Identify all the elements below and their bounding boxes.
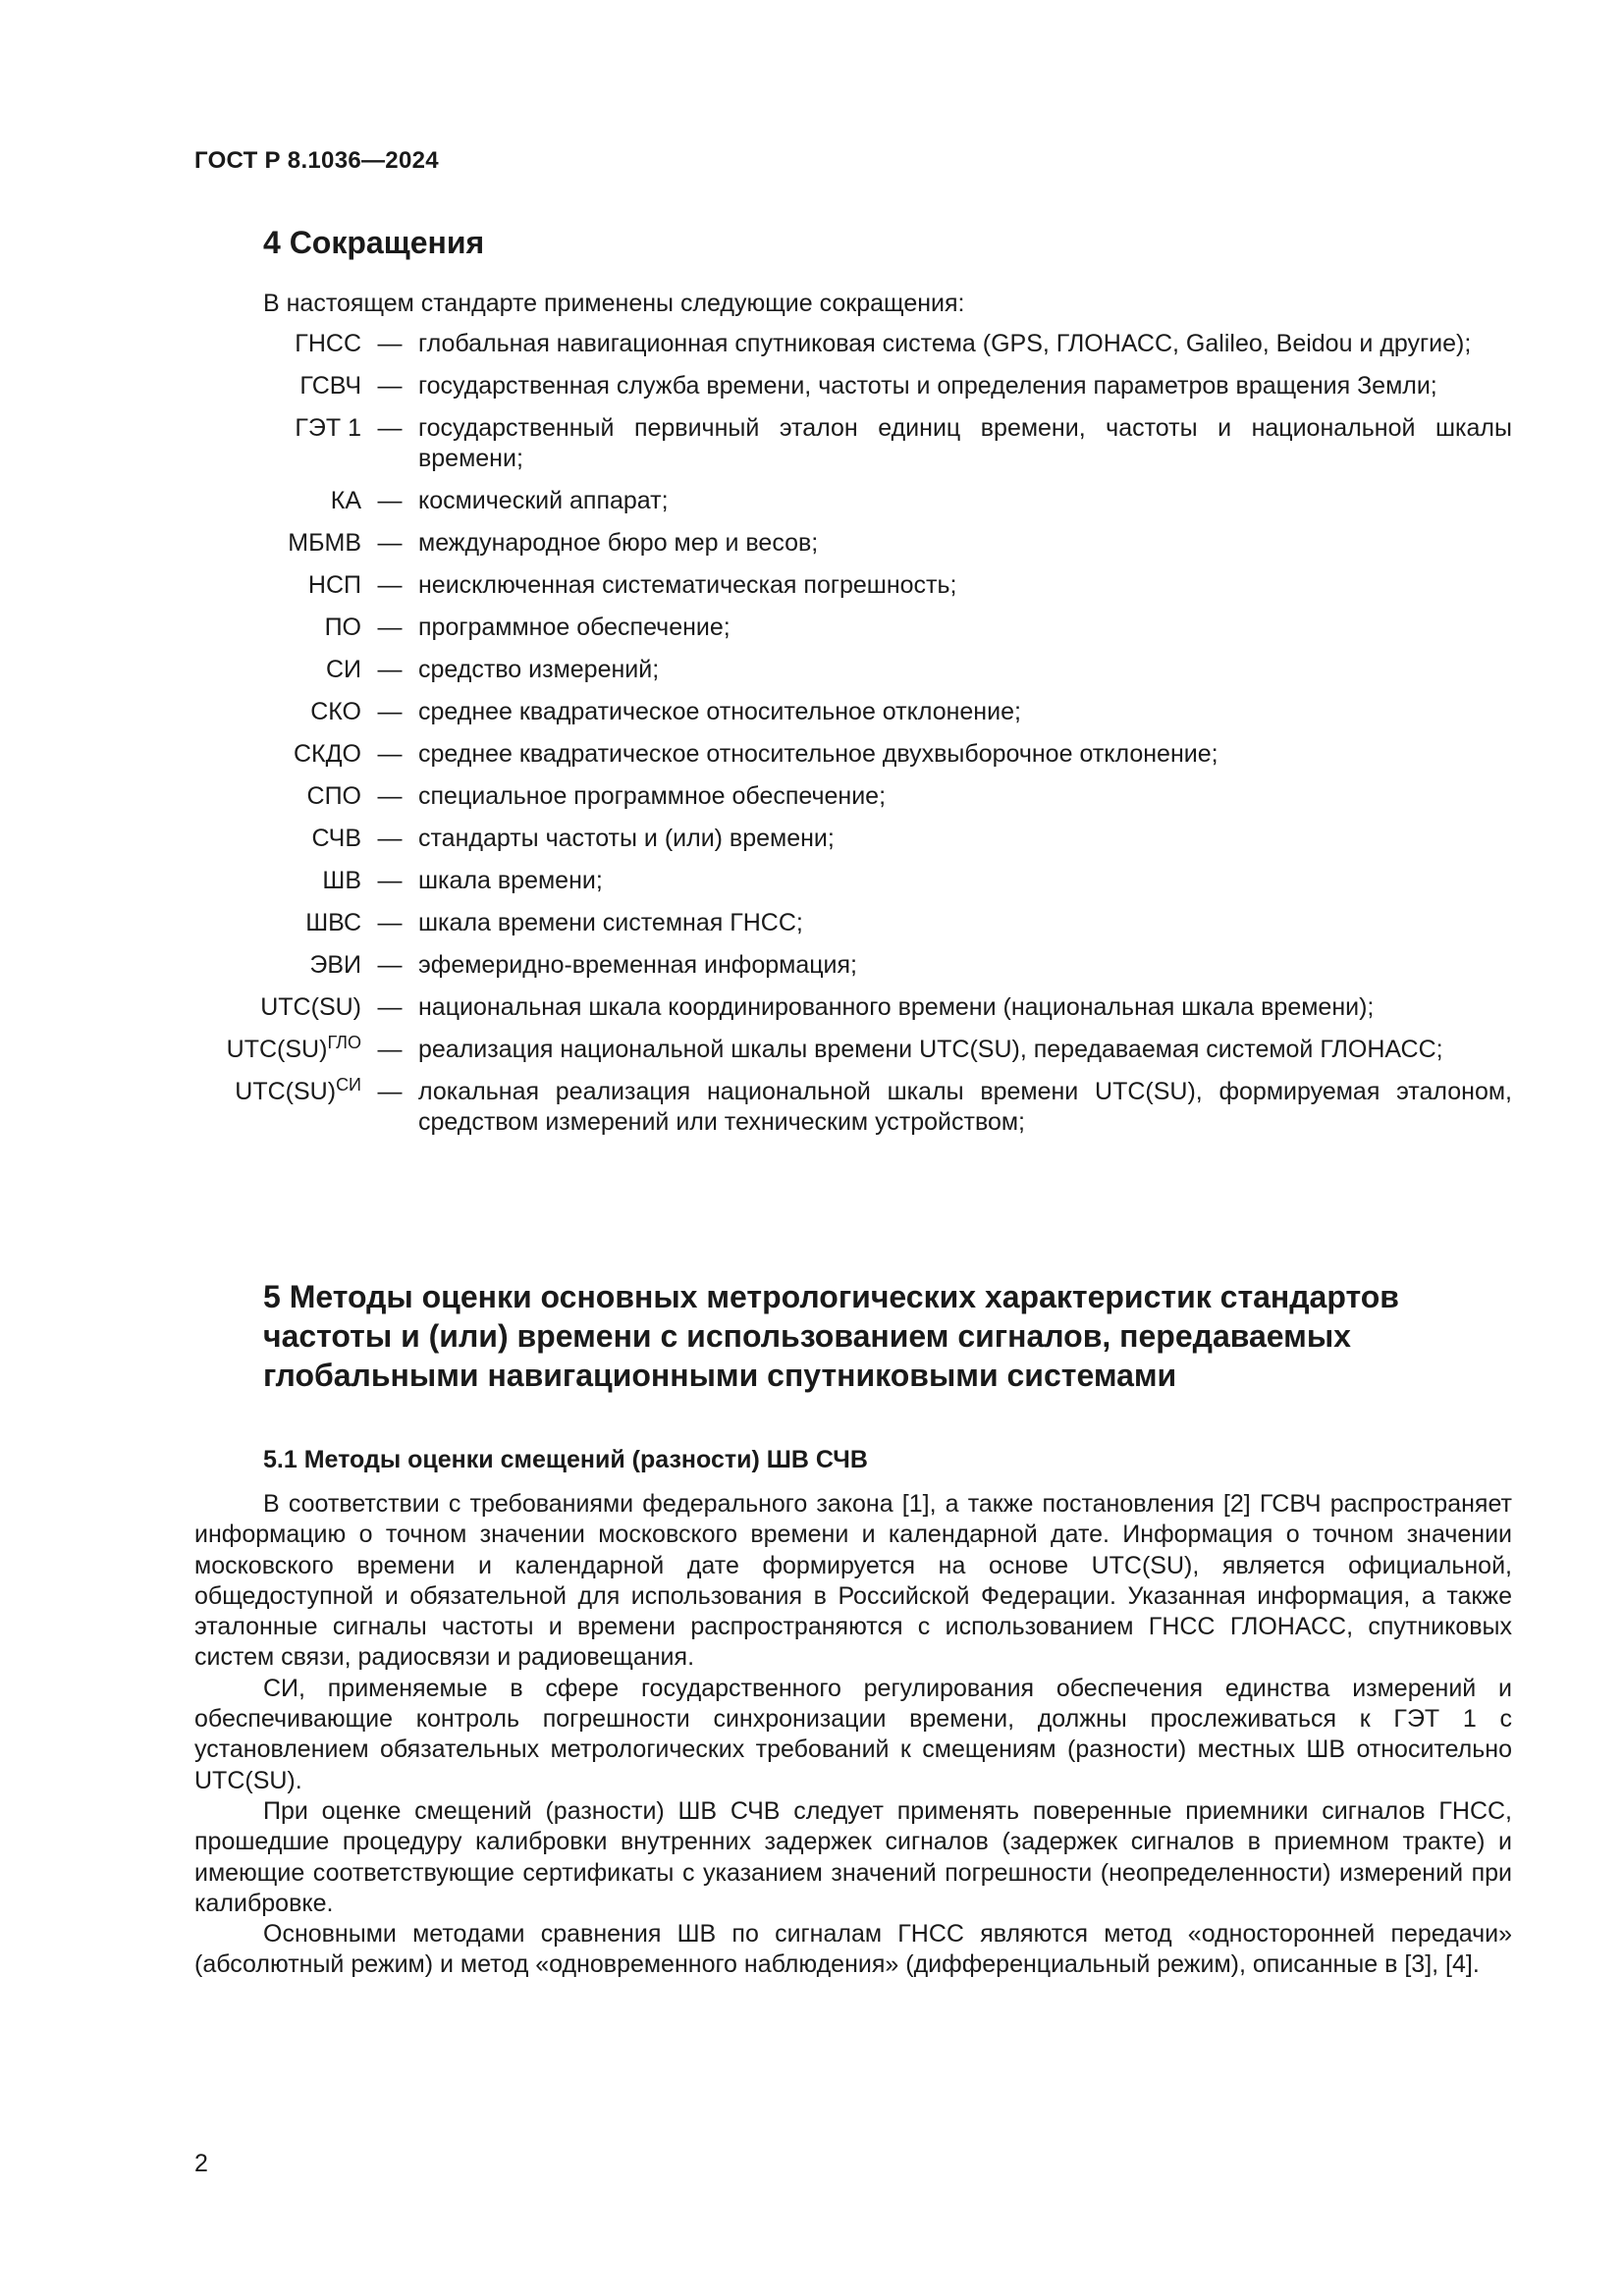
abbreviation-term-superscript: СИ [336, 1075, 361, 1095]
abbreviation-row [194, 613, 1512, 643]
abbreviation-definition: государственная служба времени, частоты и определения параметров вращения Земли; [418, 372, 1437, 400]
abbreviation-definition: программное обеспечение; [418, 614, 731, 641]
abbreviation-term-text: ГНСС [295, 330, 361, 357]
abbreviation-definition: среднее квадратическое относительное двухвыборочное отклонение; [418, 740, 1218, 768]
abbreviation-term [194, 371, 361, 401]
page-number: 2 [194, 2150, 208, 2177]
abbreviation-dash: — [377, 656, 403, 683]
section-4-intro: В настоящем стандарте применены следующие сокращения: [263, 290, 965, 317]
abbreviation-term-text: СКО [310, 698, 361, 725]
abbreviation-term-text: ПО [324, 614, 361, 641]
abbreviation-term-superscript: ГЛО [327, 1033, 361, 1052]
abbreviation-term [194, 528, 361, 559]
abbreviation-row [194, 992, 1512, 1023]
abbreviation-term [194, 329, 361, 359]
abbreviation-row [194, 866, 1512, 896]
abbreviation-term-text: КА [330, 487, 361, 514]
abbreviation-definition: шкала времени системная ГНСС; [418, 909, 803, 936]
abbreviation-term-text: ШВС [305, 909, 361, 936]
abbreviation-term [194, 570, 361, 601]
abbreviation-dash: — [377, 372, 403, 400]
document-header: ГОСТ Р 8.1036—2024 [194, 147, 439, 174]
abbreviation-dash: — [377, 909, 403, 936]
abbreviation-term [194, 1035, 361, 1065]
abbreviation-row [194, 329, 1512, 359]
abbreviation-term [194, 655, 361, 685]
abbreviation-dash: — [377, 614, 403, 641]
abbreviation-dash: — [377, 951, 403, 979]
abbreviation-dash: — [377, 487, 403, 514]
abbreviation-term-text: UTC(SU) [260, 993, 361, 1021]
abbreviation-dash: — [377, 1078, 403, 1105]
abbreviation-row [194, 413, 1512, 474]
abbreviation-row [194, 528, 1512, 559]
abbreviation-term-text: СПО [306, 782, 361, 810]
abbreviation-dash: — [377, 698, 403, 725]
abbreviation-definition: неисключенная систематическая погрешность; [418, 571, 957, 599]
subsection-5-1-title: 5.1 Методы оценки смещений (разности) ШВ СЧВ [263, 1446, 868, 1473]
abbreviation-row [194, 908, 1512, 938]
abbreviation-term [194, 739, 361, 770]
abbreviation-row [194, 1035, 1512, 1065]
abbreviation-definition: национальная шкала координированного времени (национальная шкала времени); [418, 993, 1375, 1021]
abbreviation-row [194, 781, 1512, 812]
abbreviation-dash: — [377, 740, 403, 768]
abbreviation-term [194, 413, 361, 474]
abbreviation-term [194, 824, 361, 854]
abbreviation-dash: — [377, 782, 403, 810]
abbreviation-dash: — [377, 571, 403, 599]
abbreviation-row [194, 1077, 1512, 1138]
abbreviation-term [194, 908, 361, 938]
section-5-title: 5 Методы оценки основных метрологических характеристик стандартов частоты и (или) времени с использованием сигналов, передаваемых глобальными навигационными спутниковыми системами [263, 1279, 1399, 1393]
abbreviation-definition: реализация национальной шкалы времени UTC(SU), передаваемая системой ГЛОНАСС; [418, 1036, 1443, 1063]
section-4-title: 4 Сокращения [263, 225, 485, 260]
abbreviation-dash: — [377, 825, 403, 852]
abbreviation-dash: — [377, 414, 403, 442]
abbreviation-definition: специальное программное обеспечение; [418, 782, 887, 810]
abbreviation-definition: глобальная навигационная спутниковая система (GPS, ГЛОНАСС, Galileo, Beidou и другие); [418, 330, 1472, 357]
subsection-5-1-body [194, 1489, 1512, 1981]
abbreviation-term-text: ГСВЧ [299, 372, 361, 400]
abbreviation-definition: стандарты частоты и (или) времени; [418, 825, 835, 852]
abbreviation-definition: шкала времени; [418, 867, 603, 894]
abbreviation-term-text: UTC(SU) [226, 1036, 328, 1063]
paragraph: При оценке смещений (разности) ШВ СЧВ следует применять поверенные приемники сигналов ГНСС, прошедшие процедуру калибровки внутренних задержек сигналов (задержек сигналов в приемном тракте) и имеющие соответствующие сертификаты с указанием значений погрешности (неопределенности) измерений при калибровке. [194, 1796, 1512, 1917]
abbreviation-term [194, 992, 361, 1023]
abbreviation-term [194, 1077, 361, 1138]
abbreviation-term-text: МБМВ [288, 529, 361, 557]
paragraph: СИ, применяемые в сфере государственного регулирования обеспечения единства измерений и обеспечивающие контроль погрешности синхронизации времени, должны прослеживаться к ГЭТ 1 с установлением обязательных метрологических требований к смещениям (разности) местных ШВ относительно UTC(SU). [194, 1674, 1512, 1794]
abbreviation-definition: международное бюро мер и весов; [418, 529, 819, 557]
abbreviation-definition: космический аппарат; [418, 487, 669, 514]
abbreviation-row [194, 824, 1512, 854]
abbreviation-dash: — [377, 867, 403, 894]
abbreviation-row [194, 486, 1512, 516]
abbreviation-term-text: НСП [307, 571, 361, 599]
abbreviation-term [194, 697, 361, 727]
abbreviation-term-text: ШВ [322, 867, 361, 894]
abbreviation-term [194, 613, 361, 643]
abbreviation-term [194, 486, 361, 516]
abbreviation-term-text: ГЭТ 1 [295, 414, 361, 442]
abbreviation-definition: локальная реализация национальной шкалы времени UTC(SU), формируемая эталоном, средством измерений или техническим устройством; [418, 1078, 1512, 1136]
abbreviation-definition: государственный первичный эталон единиц времени, частоты и национальной шкалы времени; [418, 414, 1512, 472]
abbreviation-row [194, 371, 1512, 401]
abbreviation-dash: — [377, 993, 403, 1021]
abbreviation-dash: — [377, 330, 403, 357]
abbreviation-term-text: UTC(SU) [235, 1078, 337, 1105]
abbreviation-dash: — [377, 529, 403, 557]
abbreviation-term-text: СЧВ [311, 825, 361, 852]
abbreviation-dash: — [377, 1036, 403, 1063]
abbreviation-term [194, 781, 361, 812]
abbreviation-row [194, 655, 1512, 685]
abbreviation-term-text: ЭВИ [309, 951, 361, 979]
abbreviation-term-text: СИ [325, 656, 361, 683]
paragraph: Основными методами сравнения ШВ по сигналам ГНСС являются метод «односторонней передачи» (абсолютный режим) и метод «одновременного наблюдения» (дифференциальный режим), описанные в [3], [4]. [194, 1920, 1512, 1979]
abbreviation-definition: эфемеридно-временная информация; [418, 951, 857, 979]
abbreviation-term-text: СКДО [294, 740, 361, 768]
abbreviation-term [194, 866, 361, 896]
abbreviation-row [194, 697, 1512, 727]
abbreviation-row [194, 739, 1512, 770]
abbreviations-list [194, 329, 1512, 1149]
abbreviation-definition: среднее квадратическое относительное отклонение; [418, 698, 1021, 725]
abbreviation-row [194, 570, 1512, 601]
abbreviation-definition: средство измерений; [418, 656, 660, 683]
paragraph: В соответствии с требованиями федерального закона [1], а также постановления [2] ГСВЧ распространяет информацию о точном значении московского времени и календарной дате. Информация о точном значении московского времени и календарной дате формируется на основе UTC(SU), является официальной, общедоступной и обязательной для использования в Российской Федерации. Указанная информация, а также эталонные сигналы частоты и времени распространяются с использованием ГНСС ГЛОНАСС, спутниковых систем связи, радиосвязи и радиовещания. [194, 1490, 1512, 1672]
abbreviation-term [194, 950, 361, 981]
abbreviation-row [194, 950, 1512, 981]
